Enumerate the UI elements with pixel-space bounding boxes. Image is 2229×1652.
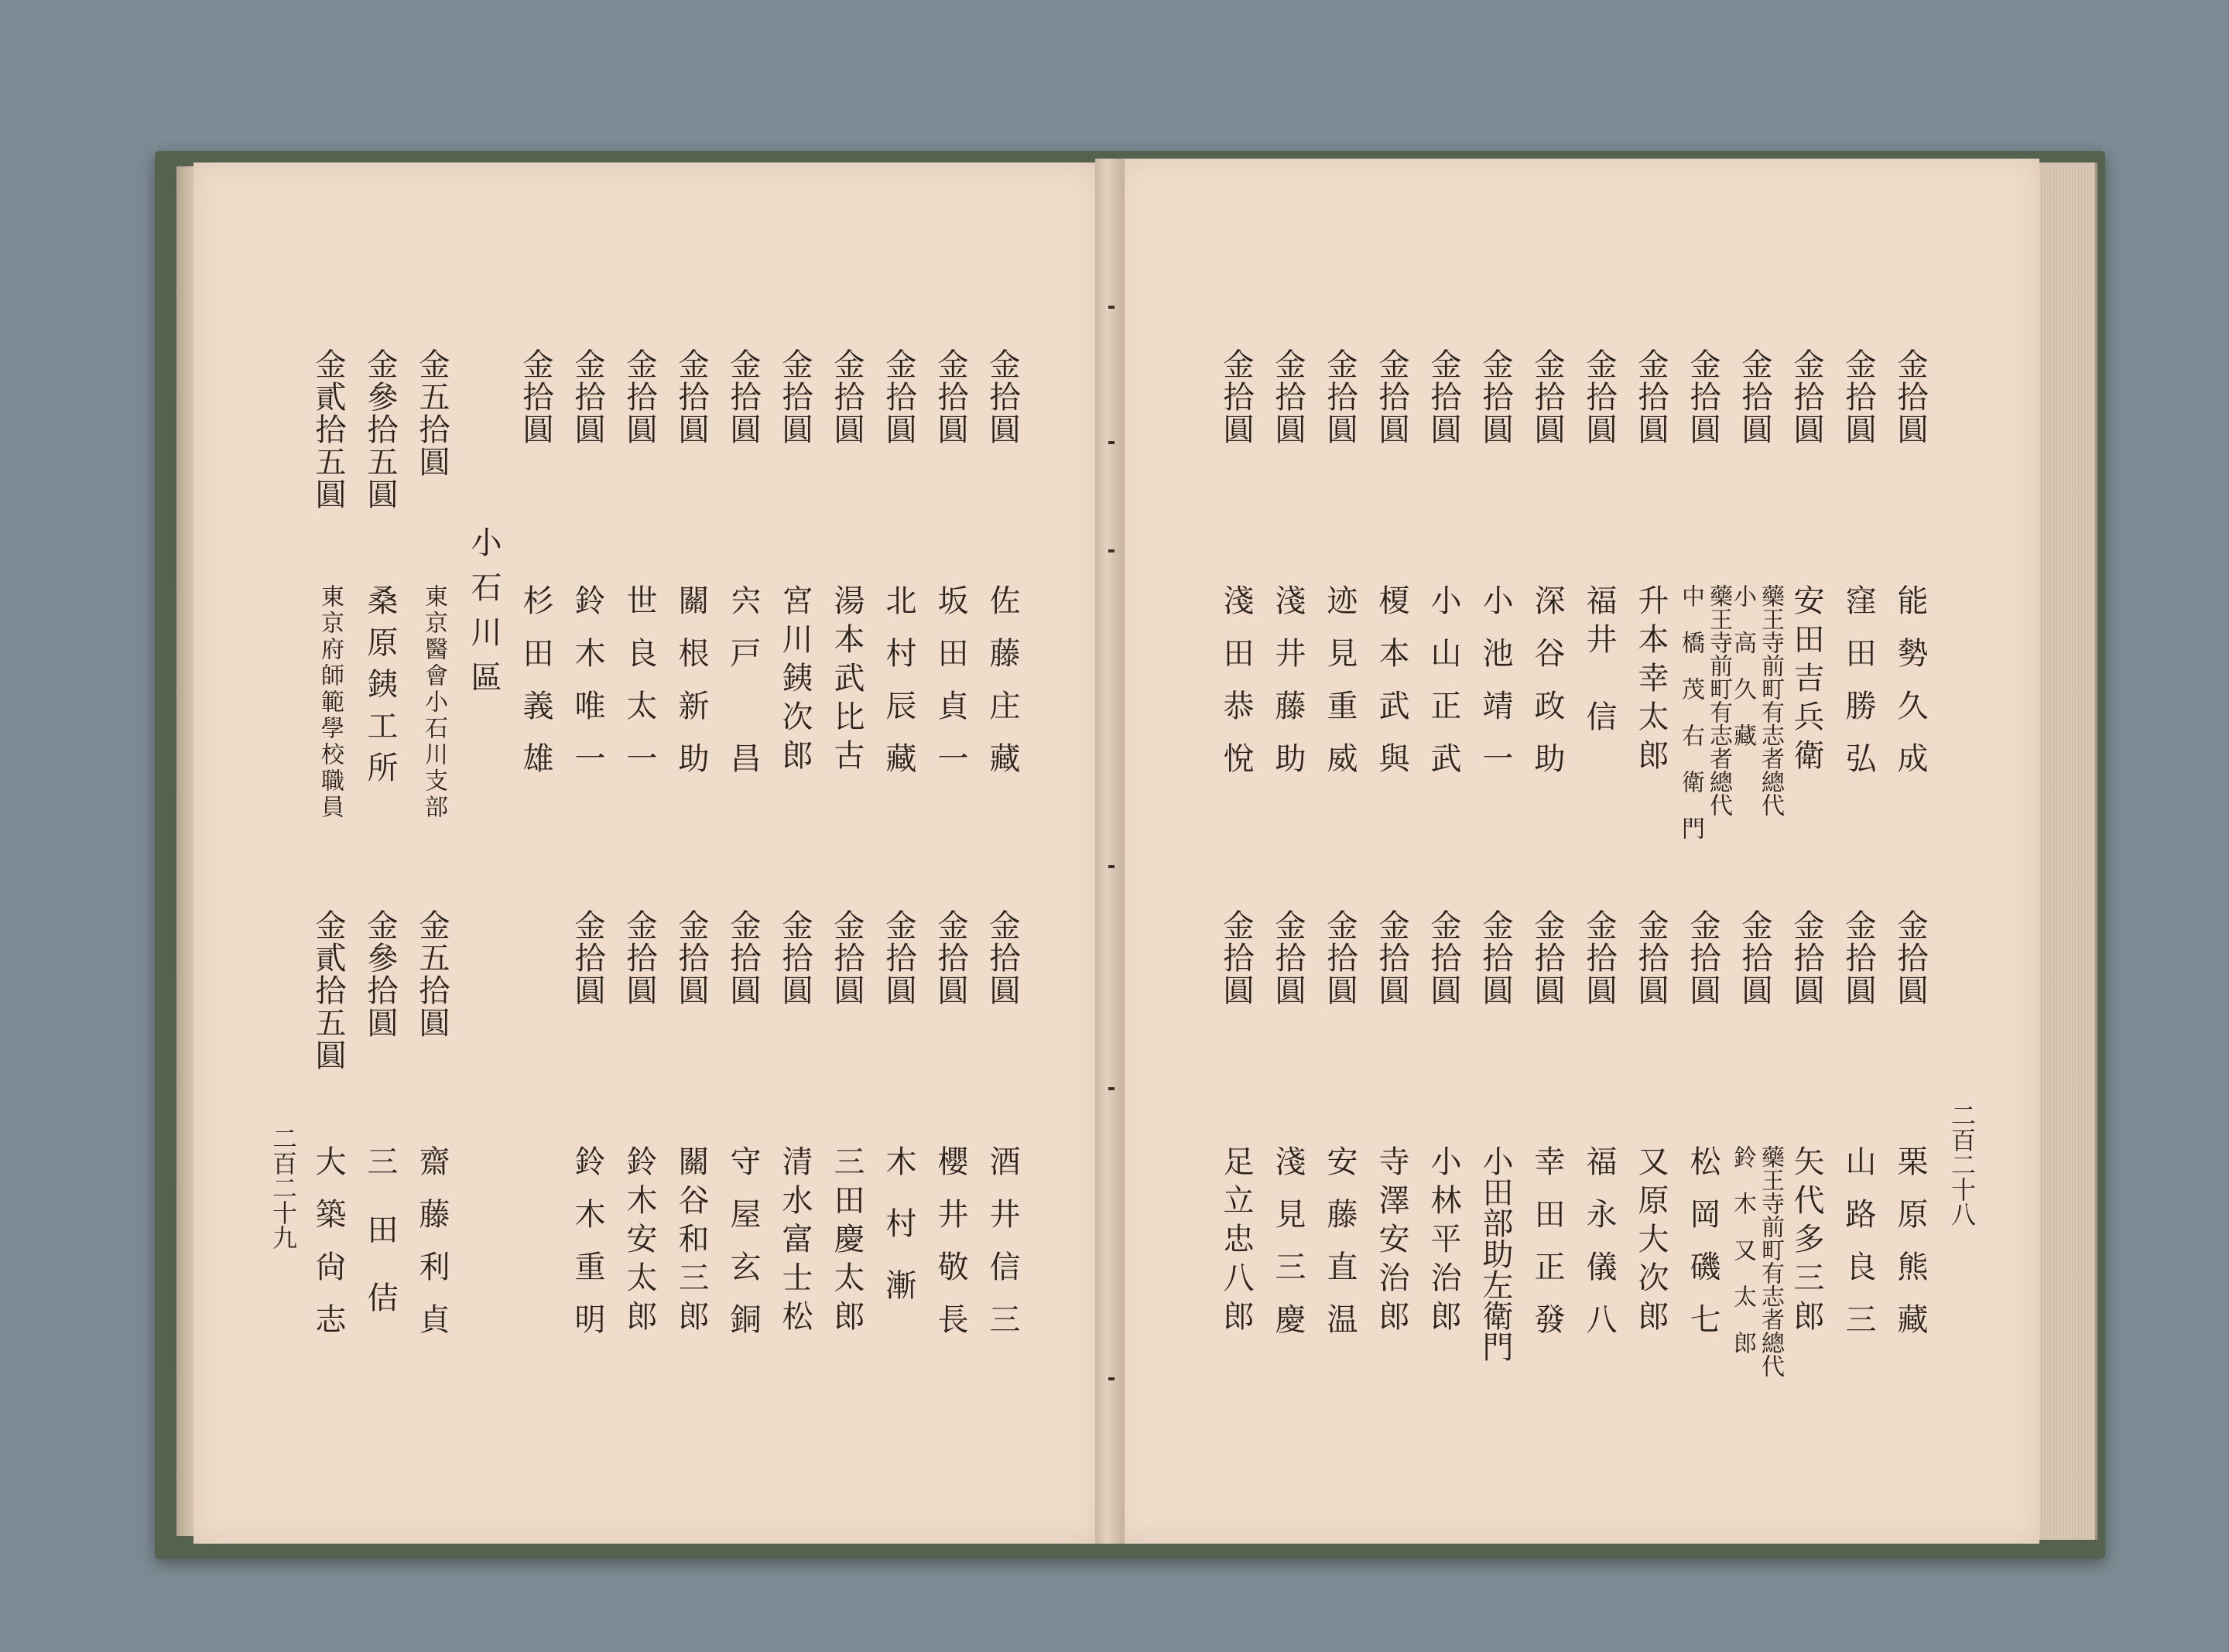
donation-amount: 金拾圓 xyxy=(1737,348,1772,446)
donation-amount: 金拾圓 xyxy=(1581,909,1617,1007)
donor-name: 小山正武 xyxy=(1426,584,1461,795)
donation-amount: 金拾圓 xyxy=(984,348,1020,446)
donor-name: 小池靖一 xyxy=(1477,584,1513,795)
donor-name: 關谷和三郎 xyxy=(673,1145,709,1339)
donation-amount: 金參拾五圓 xyxy=(362,348,398,511)
donor-name: 淺井藤助 xyxy=(1270,584,1306,795)
donor-name: 宮川銕次郎 xyxy=(777,584,813,778)
donation-amount: 金貳拾五圓 xyxy=(310,348,346,511)
donor-name: 清水富士松 xyxy=(777,1145,813,1339)
donor-name: 松岡磯七 xyxy=(1685,1145,1721,1356)
donor-name: 深谷政助 xyxy=(1529,584,1565,795)
donor-name: 三田慶太郎 xyxy=(829,1145,865,1339)
donation-amount: 金拾圓 xyxy=(881,348,916,446)
donation-amount: 金拾圓 xyxy=(1633,348,1669,446)
binding-stitch xyxy=(1108,306,1114,309)
donor-name: 足立忠八郎 xyxy=(1218,1145,1254,1339)
donation-amount: 金拾圓 xyxy=(621,909,657,1007)
donor-representative xyxy=(1731,1145,1782,1377)
donor-representative xyxy=(1679,584,1730,840)
donor-name: 安田吉兵衛 xyxy=(1789,584,1824,778)
donation-amount: 金拾圓 xyxy=(1685,348,1721,446)
donation-amount: 金拾圓 xyxy=(673,909,709,1007)
donation-amount: 金拾圓 xyxy=(621,348,657,446)
donor-name: 桑原銕工所 xyxy=(362,584,398,793)
donation-amount: 金拾圓 xyxy=(1374,348,1409,446)
binding-stitch xyxy=(1108,441,1114,444)
donation-amount: 金拾圓 xyxy=(725,909,761,1007)
donor-name: 鈴木安太郎 xyxy=(621,1145,657,1339)
donor-name: 坂田貞一 xyxy=(933,584,968,795)
donor-name: 矢代多三郎 xyxy=(1789,1145,1824,1339)
donation-amount: 金拾圓 xyxy=(1840,909,1876,1007)
donor-name: 中 橋 茂 右 衛 門 xyxy=(1677,584,1704,840)
binding-stitch xyxy=(1108,1087,1114,1090)
donor-note: 藥王寺前町有志者總代 xyxy=(1705,584,1732,816)
donation-amount: 金貳拾五圓 xyxy=(310,909,346,1072)
binding-stitch xyxy=(1108,1377,1114,1380)
donor-name: 東京府師範學校職員 xyxy=(317,584,344,821)
donation-amount: 金五拾圓 xyxy=(414,909,450,1039)
donation-amount: 金拾圓 xyxy=(725,348,761,446)
donation-amount: 金拾圓 xyxy=(1737,909,1772,1007)
donor-name: 淺田恭悅 xyxy=(1218,584,1254,795)
donor-name: 福井 信 xyxy=(1581,584,1617,739)
donor-note: 藥王寺前町有志者總代 xyxy=(1757,1145,1784,1377)
donor-name: 窪田勝弘 xyxy=(1840,584,1876,795)
donor-name: 齋藤利貞 xyxy=(414,1145,450,1356)
donation-amount: 金拾圓 xyxy=(518,348,553,446)
district-heading: 小石川區 xyxy=(466,526,502,706)
binding-stitch xyxy=(1108,549,1114,552)
donation-amount: 金拾圓 xyxy=(570,348,605,446)
donation-amount: 金拾圓 xyxy=(1270,348,1306,446)
donation-amount: 金拾圓 xyxy=(984,909,1020,1007)
donor-name: 世良太一 xyxy=(621,584,657,795)
page-number: 二百二十九 xyxy=(269,1126,298,1250)
donor-name: 木村漸 xyxy=(881,1145,916,1331)
donation-amount: 金拾圓 xyxy=(777,909,813,1007)
donation-amount: 金拾圓 xyxy=(1529,909,1565,1007)
donor-name: 山路良三 xyxy=(1840,1145,1876,1356)
donation-amount: 金拾圓 xyxy=(933,909,968,1007)
donation-amount: 金拾圓 xyxy=(829,348,865,446)
donor-name: 杉田義雄 xyxy=(518,584,553,795)
donation-amount: 金拾圓 xyxy=(1426,348,1461,446)
donation-amount: 金拾圓 xyxy=(1218,348,1254,446)
donor-name: 東京醫會小石川支部 xyxy=(420,584,447,821)
donation-amount: 金拾圓 xyxy=(1322,909,1358,1007)
donor-name: 福永儀八 xyxy=(1581,1145,1617,1356)
donation-amount: 金拾圓 xyxy=(1529,348,1565,446)
donation-amount: 金拾圓 xyxy=(1322,348,1358,446)
donor-name: 小林平治郎 xyxy=(1426,1145,1461,1339)
donor-name: 酒井信三 xyxy=(984,1145,1020,1356)
donor-name: 淺見三慶 xyxy=(1270,1145,1306,1356)
donation-amount: 金拾圓 xyxy=(1789,348,1824,446)
donation-amount: 金拾圓 xyxy=(1270,909,1306,1007)
donation-amount: 金拾圓 xyxy=(1789,909,1824,1007)
donor-name: 升本幸太郎 xyxy=(1633,584,1669,778)
donor-name: 湯本武比古 xyxy=(829,584,865,778)
donation-amount: 金拾圓 xyxy=(881,909,916,1007)
donation-amount: 金拾圓 xyxy=(777,348,813,446)
donor-name: 迹見重威 xyxy=(1322,584,1358,795)
donation-amount: 金拾圓 xyxy=(1892,348,1928,446)
donation-amount: 金拾圓 xyxy=(933,348,968,446)
donor-name: 又原大次郎 xyxy=(1633,1145,1669,1339)
donation-amount: 金拾圓 xyxy=(1633,909,1669,1007)
donation-amount: 金拾圓 xyxy=(1218,909,1254,1007)
right-page-edges xyxy=(2037,162,2097,1540)
donation-amount: 金拾圓 xyxy=(1426,909,1461,1007)
donor-name: 寺澤安治郎 xyxy=(1374,1145,1409,1339)
donor-name: 小 高 久 藏 xyxy=(1729,584,1756,747)
donor-name: 栗原熊藏 xyxy=(1892,1145,1928,1356)
donation-amount: 金拾圓 xyxy=(1685,909,1721,1007)
donation-amount: 金拾圓 xyxy=(1477,348,1513,446)
left-page-edges xyxy=(176,166,195,1536)
donation-amount: 金參拾圓 xyxy=(362,909,398,1039)
donor-name: 榎本武與 xyxy=(1374,584,1409,795)
donor-name: 關根新助 xyxy=(673,584,709,795)
donor-name: 安藤直温 xyxy=(1322,1145,1358,1356)
donor-name: 幸田正發 xyxy=(1529,1145,1565,1356)
donor-name: 三田佶 xyxy=(362,1145,398,1349)
donor-name: 守屋玄銅 xyxy=(725,1145,761,1356)
donor-name: 北村辰藏 xyxy=(881,584,916,795)
donation-amount: 金拾圓 xyxy=(1892,909,1928,1007)
donor-note: 藥王寺前町有志者總代 xyxy=(1757,584,1784,816)
donor-name: 鈴木重明 xyxy=(570,1145,605,1356)
donor-name: 鈴 木 又 太 郎 xyxy=(1729,1145,1756,1354)
book-gutter xyxy=(1095,159,1125,1544)
donation-amount: 金拾圓 xyxy=(829,909,865,1007)
donor-name: 小田部助左衛門 xyxy=(1477,1145,1513,1362)
donation-amount: 金拾圓 xyxy=(1477,909,1513,1007)
donation-amount: 金拾圓 xyxy=(570,909,605,1007)
donor-name: 鈴木唯一 xyxy=(570,584,605,795)
donation-amount: 金拾圓 xyxy=(673,348,709,446)
donor-name: 能勢久成 xyxy=(1892,584,1928,795)
donation-amount: 金拾圓 xyxy=(1840,348,1876,446)
donor-representative xyxy=(1731,584,1782,816)
donor-name: 大築尙志 xyxy=(310,1145,346,1356)
donor-name: 佐藤庄藏 xyxy=(984,584,1020,795)
donation-amount: 金拾圓 xyxy=(1581,348,1617,446)
donor-name: 櫻井敬長 xyxy=(933,1145,968,1356)
donation-amount: 金拾圓 xyxy=(1374,909,1409,1007)
binding-stitch xyxy=(1108,865,1114,868)
donor-name: 宍戸 昌 xyxy=(725,584,761,795)
page-number: 二百二十八 xyxy=(1947,1103,1977,1226)
donation-amount: 金五拾圓 xyxy=(414,348,450,478)
